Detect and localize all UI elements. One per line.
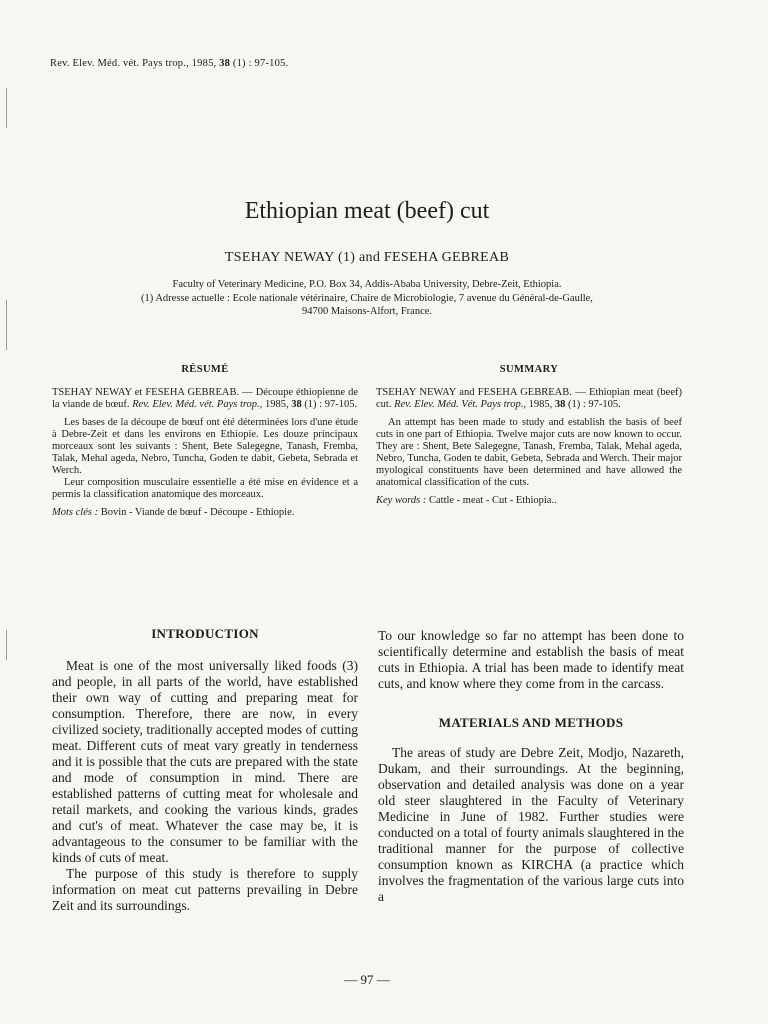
affiliation-block [0,278,734,319]
resume-reference [52,387,358,411]
materials-paragraph-1: The areas of study are Debre Zeit, Modjo, Nazareth, Dukam, and their surroundings. At the beginning, observation and detailed analysis was done on a year old steer slaughtered in the Faculty of Veterinary Medicine in June of 1982. Further studies were conducted on a total of fourty animals slaughtered in the traditional manner for the purpose of collective consumption known as KIRCHA (a practice which involves the fragmentation of the various large cuts into a [378,745,684,904]
resume-paragraph-1: Les bases de la découpe de bœuf ont été déterminées lors d'une étude à Debre-Zeit et dans les environs en Ethiopie. Les douze principaux morceaux sont les suivants : Shent, Bete Salegegne, Tanash, Fremba, Talak, Mehal ageda, Nebro, Tuncha, Goden te dabit, Gebeta, Sebrada et Werch. [52,417,358,476]
citation-prefix: Rev. Elev. Méd. vét. Pays trop., 1985, [50,58,217,69]
summary-keywords-label: Key words : [376,495,427,506]
resume-keywords-text: Bovin - Viande de bœuf - Découpe - Ethiopie. [100,507,295,518]
summary-heading: SUMMARY [499,364,559,375]
resume-keywords-label: Mots clés : [52,507,99,518]
summary-paragraph-1: An attempt has been made to study and establish the basis of beef cuts in one part of Ethiopia. Twelve major cuts are now known to occur. They are : Shent, Bete Salegegne, Tanash, Fremba, Talak, Mehal ageda, Nebro, Tuncha, Goden te dabit, Gebeta, Sebrada and Werch. Their major myological constituents have been determined and have allowed the anatomical classification of the cuts. [376,417,682,488]
resume-section [52,364,358,525]
page-number: — 97 — [344,972,390,987]
resume-ref-year: 1985, [264,399,289,410]
summary-reference [376,387,682,411]
summary-section [376,364,682,513]
article-authors: TSEHAY NEWAY (1) and FESEHA GEBREAB [224,250,510,265]
resume-keywords [52,507,358,519]
scan-artifact [6,630,7,660]
citation-suffix: (1) : 97-105. [232,58,289,69]
resume-paragraph-2: Leur composition musculaire essentielle a été mise en évidence et a permis la classification anatomique des morceaux. [52,477,358,500]
summary-ref-pages: (1) : 97-105. [567,399,621,410]
right-body-column [378,628,684,905]
scan-artifact [6,300,7,350]
materials-heading: MATERIALS AND METHODS [438,715,624,730]
introduction-heading: INTRODUCTION [151,626,259,641]
citation-volume: 38 [219,58,231,69]
resume-ref-volume: 38 [291,399,302,410]
introduction-paragraph-3: To our knowledge so far no attempt has been done to scientifically determine and establish the basis of meat cuts in Ethiopia. A trial has been made to identify meat cuts, and know where they come from in the carcass. [378,628,684,691]
resume-heading: RÉSUMÉ [181,364,229,375]
introduction-section [52,626,358,914]
journal-citation [50,58,288,69]
summary-ref-year: 1985, [528,399,553,410]
resume-ref-journal: Rev. Elev. Méd. vét. Pays trop., [132,399,263,410]
introduction-paragraph-2: The purpose of this study is therefore to supply information on meat cut patterns prevailing in Debre Zeit and its surroundings. [52,866,358,913]
summary-keywords-text: Cattle - meat - Cut - Ethiopia.. [428,495,557,506]
affiliation-line-1: Faculty of Veterinary Medicine, P.O. Box 34, Addis-Ababa University, Debre-Zeit, Ethiopia. [172,279,562,290]
introduction-paragraph-1: Meat is one of the most universally liked foods (3) and people, in all parts of the world, have established their own way of cutting and preparing meat for consumption. Therefore, there are now, in every civilized society, traditionally accepted modes of cutting meat. Different cuts of meat vary greatly in tenderness and it is possible that the cuts are prepared with the state and mode of consumption in mind. There are established patterns of cutting meat for wholesale and retail markets, and cooking the various kinds, grades and cut's of meat. Whatever the case may be, it is advantageous to the consumer to be familiar with the kinds of cuts of meat. [52,658,358,865]
affiliation-line-3: 94700 Maisons-Alfort, France. [301,306,433,317]
scan-artifact [6,88,7,128]
summary-keywords [376,495,682,507]
summary-ref-authors: TSEHAY NEWAY and FESEHA GEBREAB. — Ethiopian meat (beef) cut. [376,387,682,410]
resume-ref-pages: (1) : 97-105. [304,399,358,410]
summary-ref-journal: Rev. Elev. Méd. Vét. Pays trop., [394,399,526,410]
resume-ref-authors: TSEHAY NEWAY et FESEHA GEBREAB. — Découpe éthiopienne de la viande de bœuf. [52,387,358,410]
article-title: Ethiopian meat (beef) cut [244,198,490,224]
affiliation-line-2: (1) Adresse actuelle : Ecole nationale vétérinaire, Chaire de Microbiologie, 7 avenue du Général-de-Gaulle, [141,292,593,304]
summary-ref-volume: 38 [554,399,566,410]
